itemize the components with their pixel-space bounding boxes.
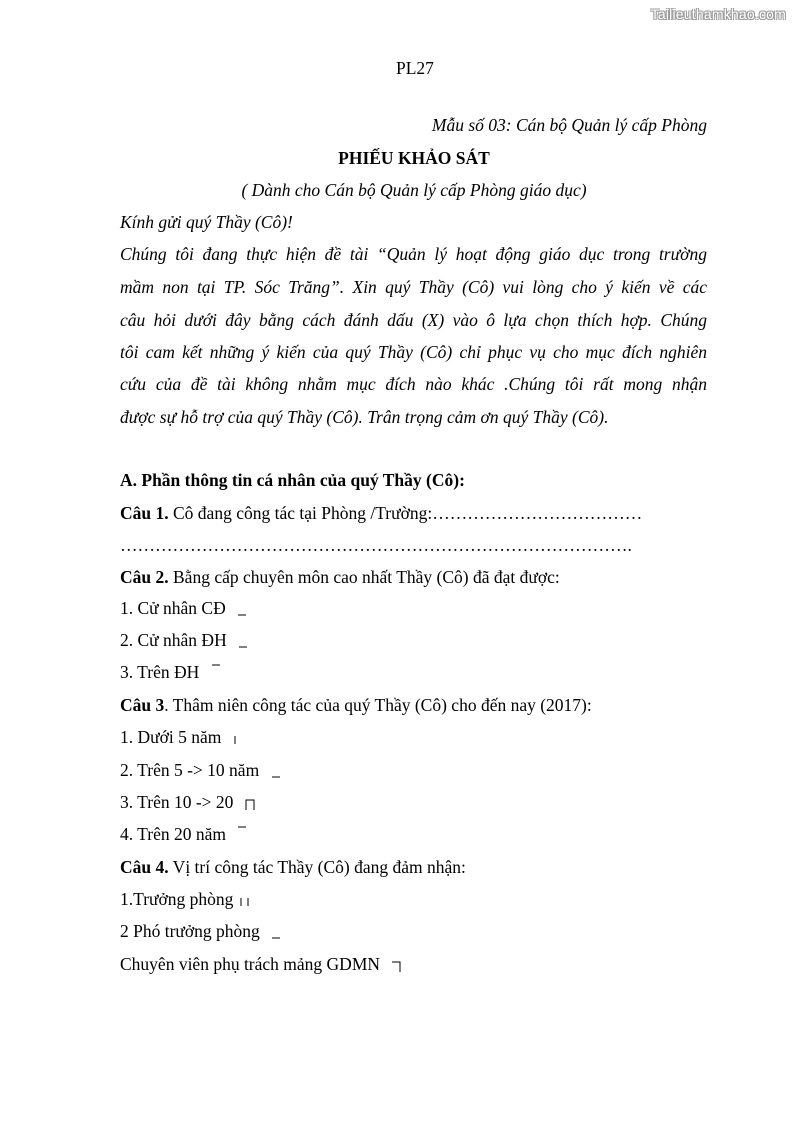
intro-line: tôi cam kết những ý kiến của quý Thầy (Cô) chỉ phục vụ cho mục đích nghiên xyxy=(120,342,707,362)
option-item[interactable] xyxy=(120,824,248,845)
checkbox-icon[interactable] xyxy=(390,959,402,973)
option-item[interactable] xyxy=(120,598,248,619)
option-label: 2. Cử nhân ĐH xyxy=(120,630,227,650)
option-item[interactable] xyxy=(120,889,251,910)
question-1-continuation: ……………………………………………………………………………. xyxy=(120,535,632,555)
option-label: 3. Trên 10 -> 20 xyxy=(120,792,234,812)
question-text: Cô đang công tác tại Phòng /Trường:……………………………… xyxy=(168,503,643,523)
checkbox-icon[interactable] xyxy=(270,765,282,779)
checkbox-icon[interactable] xyxy=(270,926,282,940)
checkbox-icon[interactable] xyxy=(239,894,251,908)
option-label: 1.Trưởng phòng xyxy=(120,889,234,909)
question-text: Vị trí công tác Thầy (Cô) đang đảm nhận: xyxy=(168,857,466,877)
question-1 xyxy=(120,503,642,524)
option-item[interactable] xyxy=(120,760,282,781)
checkbox-icon[interactable] xyxy=(232,732,240,746)
checkbox-icon[interactable] xyxy=(236,603,248,617)
form-code: Mẫu số 03: Cán bộ Quản lý cấp Phòng xyxy=(431,115,707,135)
option-label: 4. Trên 20 năm xyxy=(120,824,226,844)
question-label: Câu 3 xyxy=(120,695,165,715)
question-3 xyxy=(120,695,592,716)
option-item[interactable] xyxy=(120,662,222,683)
option-label: 2 Phó trưởng phòng xyxy=(120,921,260,941)
question-label: Câu 4. xyxy=(120,857,169,877)
question-label: Câu 1. xyxy=(120,503,169,523)
option-item[interactable] xyxy=(120,792,256,813)
question-text: . Thâm niên công tác của quý Thầy (Cô) cho đến nay (2017): xyxy=(164,695,592,715)
question-label: Câu 2. xyxy=(120,567,169,587)
checkbox-icon[interactable] xyxy=(210,662,222,676)
question-2 xyxy=(120,567,560,588)
greeting: Kính gửi quý Thầy (Cô)! xyxy=(120,212,293,232)
option-label: Chuyên viên phụ trách mảng GDMN xyxy=(120,954,381,974)
option-label: 1. Dưới 5 năm xyxy=(120,727,222,747)
checkbox-icon[interactable] xyxy=(237,635,249,649)
intro-line: cứu của đề tài không nhằm mục đích nào khác .Chúng tôi rất mong nhận xyxy=(120,374,707,394)
option-item[interactable] xyxy=(120,921,282,942)
intro-line: Chúng tôi đang thực hiện đề tài “Quản lý hoạt động giáo dục trong trường xyxy=(120,244,707,264)
section-a-heading: A. Phần thông tin cá nhân của quý Thầy (Cô): xyxy=(120,470,465,490)
survey-title: PHIẾU KHẢO SÁT xyxy=(338,148,490,168)
page-label: PL27 xyxy=(396,58,434,78)
option-label: 3. Trên ĐH xyxy=(120,662,200,682)
question-4 xyxy=(120,857,466,878)
checkbox-icon[interactable] xyxy=(236,824,248,838)
intro-line: mầm non tại TP. Sóc Trăng”. Xin quý Thầy (Cô) vui lòng cho ý kiến về các xyxy=(120,277,707,297)
option-label: 2. Trên 5 -> 10 năm xyxy=(120,760,260,780)
option-item[interactable] xyxy=(120,954,402,975)
survey-subtitle: ( Dành cho Cán bộ Quản lý cấp Phòng giáo dục) xyxy=(241,180,587,200)
option-label: 1. Cử nhân CĐ xyxy=(120,598,226,618)
option-item[interactable] xyxy=(120,727,240,748)
checkbox-icon[interactable] xyxy=(244,797,256,811)
intro-line: câu hỏi dưới đây bằng cách đánh dấu (X) vào ô lựa chọn thích hợp. Chúng xyxy=(120,310,707,330)
watermark: Tailieuthamkhao.com xyxy=(650,6,786,22)
question-text: Bằng cấp chuyên môn cao nhất Thầy (Cô) đã đạt được: xyxy=(168,567,560,587)
option-item[interactable] xyxy=(120,630,249,651)
intro-line: được sự hỗ trợ của quý Thầy (Cô). Trân trọng cảm ơn quý Thầy (Cô). xyxy=(120,407,609,427)
